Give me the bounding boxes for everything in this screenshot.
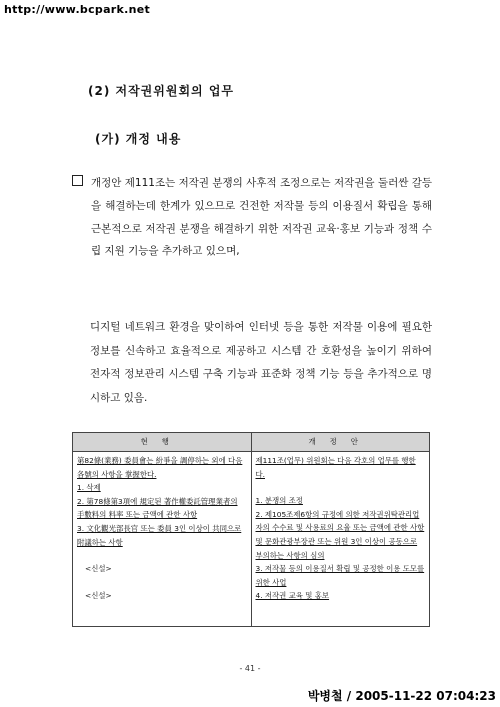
checkbox-bullet-icon — [72, 175, 83, 186]
header-amended: 개정안 — [251, 433, 430, 452]
paragraph-1-text: 개정안 제111조는 저작권 분쟁의 사후적 조정으로는 저작권을 둘러싼 갈등을 해결하는데 한계가 있으므로 건전한 저작물 등의 이용질서 확립을 통해 근본적으로 저작권 분쟁을 해결하기 위한 저작권 교육·홍보 기능과 정책 수립 지원 기능을 추가하고 있으며, — [91, 177, 432, 258]
current-item-2: 2. 第78條第3項에 規定된 著作權委託管理業者의 手數料의 料率 또는 금액에 관한 사항 — [77, 496, 238, 520]
amended-item-4: 4. 저작권 교육 및 홍보 — [255, 591, 330, 601]
current-law-cell — [73, 452, 252, 627]
watermark-url: http://www.bcpark.net — [4, 3, 151, 16]
header-current: 현행 — [73, 433, 252, 452]
amended-intro: 제111조(업무) 위원회는 다음 각호의 업무를 행한다. — [255, 456, 416, 479]
amended-item-1: 1. 분쟁의 조정 — [255, 496, 303, 506]
current-new-1: <신설> — [85, 564, 112, 574]
current-new-2: <신설> — [85, 590, 112, 600]
current-item-3: 3. 文化觀光部長官 또는 委員 3인 이상이 共同으로 附議하는 사항 — [77, 523, 242, 547]
section-heading: (2) 저작권위원회의 업무 — [88, 84, 235, 98]
amended-item-2: 2. 제105조제6항의 규정에 의한 저작권위탁관리업자의 수수료 및 사용료의 요율 또는 금액에 관한 사항 및 문화관광부장관 또는 위원 3인 이상이 공동으로 부의하는 사항의 심의 — [255, 509, 425, 560]
page-number: - 41 - — [239, 664, 261, 673]
amended-item-3: 3. 저작물 등의 이용질서 확립 및 공정한 이용 도모를 위한 사업 — [255, 564, 425, 587]
paragraph-1 — [72, 172, 432, 263]
table-header-row — [73, 433, 430, 452]
subsection-heading: (가) 개정 내용 — [95, 132, 182, 146]
current-item-1: 1. 삭제 — [77, 483, 101, 493]
current-intro: 第82條(業務) 委員會는 紛爭을 調停하는 외에 다음 各號의 사항을 掌握한다. — [77, 456, 243, 479]
paragraph-2: 디지털 네트워크 환경을 맞이하여 인터넷 등을 통한 저작물 이용에 필요한 정보를 신속하고 효율적으로 제공하고 시스템 간 호환성을 높이기 위하여 전자적 정보관리 시스템 구축 기능과 표준화 정책 기능 등을 추가적으로 명시하고 있음. — [90, 321, 432, 404]
watermark-signature: 박병철 / 2005-11-22 07:04:23 — [307, 689, 496, 703]
comparison-table — [72, 432, 430, 627]
table-row — [73, 452, 430, 627]
amended-law-cell — [251, 452, 430, 627]
